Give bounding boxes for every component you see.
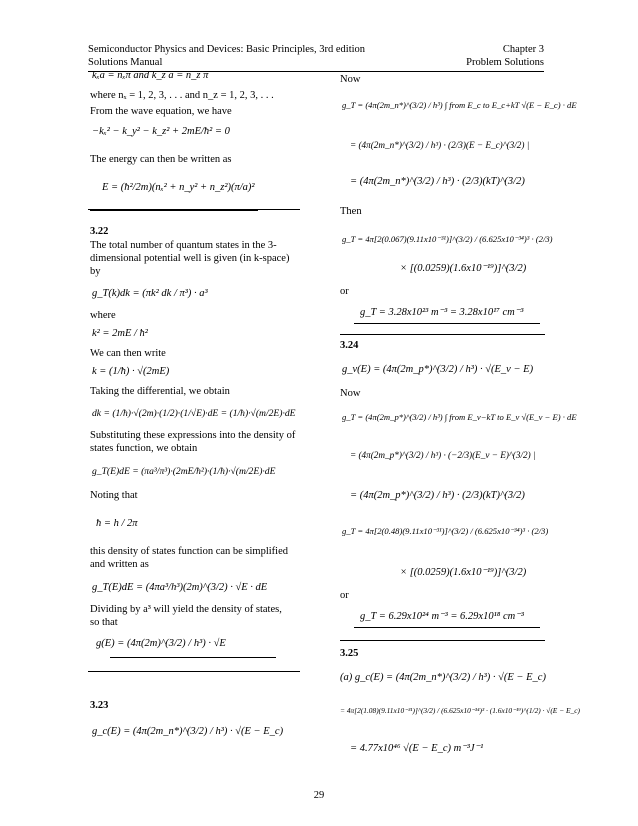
text-line: or (340, 590, 349, 601)
equation: = (4π(2m_n*)^(3/2) / h³) · (2/3)(kT)^(3/2) (350, 176, 525, 187)
text-line: Dividing by a³ will yield the density of states, (90, 604, 282, 615)
equation: = (4π(2m_p*)^(3/2) / h³) · (2/3)(kT)^(3/2) (350, 490, 525, 501)
equation: g_T = (4π(2m_p*)^(3/2) / h³) ∫ from E_v−kT to E_v √(E_v − E) · dE (342, 412, 577, 422)
text-line: The total number of quantum states in the 3- (90, 240, 277, 251)
section-heading: 3.25 (340, 648, 359, 659)
text-line: where nₓ = 1, 2, 3, . . . and n_z = 1, 2, 3, . . . (90, 90, 274, 101)
equation: g_T(E)dE = (πa³/π³)·(2mE/ħ²)·(1/ħ)·√(m/2E)·dE (92, 466, 276, 477)
equation: ħ = h / 2π (96, 518, 138, 529)
equation: g_T = 6.29x10²⁴ m⁻³ = 6.29x10¹⁸ cm⁻³ (360, 611, 524, 622)
equation: g_T(E)dE = (4πa³/h³)(2m)^(3/2) · √E · dE (92, 582, 268, 593)
text-line: From the wave equation, we have (90, 106, 232, 117)
equation: × [(0.0259)(1.6x10⁻¹⁹)]^(3/2) (400, 263, 527, 274)
text-line: We can then write (90, 348, 166, 359)
equation: g_v(E) = (4π(2m_p*)^(3/2) / h³) · √(E_v − E) (342, 364, 534, 375)
section-rule (340, 334, 545, 335)
text-line: states function, we obtain (90, 443, 198, 454)
section-heading: 3.22 (90, 226, 109, 237)
equation: −kₓ² − k_y² − k_z² + 2mE/ħ² = 0 (92, 126, 230, 137)
header-chapter: Chapter 3 (502, 44, 544, 55)
section-rule (340, 640, 545, 641)
equation: = (4π(2m_n*)^(3/2) / h³) · (2/3)(E − E_c)^(3/2) | (350, 140, 530, 150)
section-heading: 3.24 (340, 340, 359, 351)
underline (110, 657, 276, 658)
equation: g_T = 4π[2(0.48)(9.11x10⁻³¹)]^(3/2) / (6.625x10⁻³⁴)³ · (2/3) (342, 526, 549, 536)
equation: k² = 2mE / ħ² (92, 328, 148, 339)
text-line: dimensional potential well is given (in k-space) (90, 253, 290, 264)
equation: × [(0.0259)(1.6x10⁻¹⁹)]^(3/2) (400, 567, 527, 578)
equation: g(E) = (4π(2m)^(3/2) / h³) · √E (96, 638, 226, 649)
header-section: Problem Solutions (466, 57, 544, 68)
page-number: 29 (313, 790, 325, 801)
section-rule (88, 209, 300, 210)
text-line: Now (340, 74, 361, 85)
equation: kₓa = nₓπ and k_z a = n_z π (92, 70, 209, 81)
text-line: this density of states function can be simplified (90, 546, 289, 557)
text-line: so that (90, 617, 118, 628)
equation: = 4.77x10⁴⁶ √(E − E_c) m⁻³J⁻¹ (350, 743, 484, 754)
text-line: or (340, 286, 349, 297)
text-line: The energy can then be written as (90, 154, 232, 165)
text-line: by (90, 266, 101, 277)
equation: = (4π(2m_p*)^(3/2) / h³) · (−2/3)(E_v − E)^(3/2) | (350, 450, 536, 460)
section-rule (88, 671, 300, 672)
header-book-title: Semiconductor Physics and Devices: Basic Principles, 3rd edition (88, 44, 366, 55)
equation: g_T = 4π[2(0.067)(9.11x10⁻³¹)]^(3/2) / (6.625x10⁻³⁴)³ · (2/3) (342, 234, 553, 244)
equation: g_T = (4π(2m_n*)^(3/2) / h³) ∫ from E_c to E_c+kT √(E − E_c) · dE (342, 100, 577, 110)
text-line: where (90, 310, 116, 321)
text-line: Now (340, 388, 361, 399)
equation: = 4π[2(1.08)(9.11x10⁻³¹)]^(3/2) / (6.625x10⁻³⁴)³ · (1.6x10⁻¹⁹)^(1/2) · √(E − E_c) (340, 706, 580, 715)
section-heading: 3.23 (90, 700, 109, 711)
header-manual: Solutions Manual (88, 57, 163, 68)
underline (354, 627, 540, 628)
equation: (a) g_c(E) = (4π(2m_n*)^(3/2) / h³) · √(E − E_c) (340, 672, 546, 683)
underline (90, 210, 258, 211)
equation: k = (1/ħ) · √(2mE) (92, 366, 170, 377)
text-line: Then (340, 206, 362, 217)
equation: E = (ħ²/2m)(nₓ² + n_y² + n_z²)(π/a)² (102, 182, 255, 193)
equation: g_c(E) = (4π(2m_n*)^(3/2) / h³) · √(E − E_c) (92, 726, 284, 737)
equation: dk = (1/ħ)·√(2m)·(1/2)·(1/√E)·dE = (1/ħ)·√(m/2E)·dE (92, 408, 296, 419)
text-line: Noting that (90, 490, 138, 501)
equation: g_T = 3.28x10²³ m⁻³ = 3.28x10¹⁷ cm⁻³ (360, 307, 524, 318)
equation: g_T(k)dk = (πk² dk / π³) · a³ (92, 288, 208, 299)
text-line: and written as (90, 559, 149, 570)
text-line: Taking the differential, we obtain (90, 386, 230, 397)
underline (354, 323, 540, 324)
text-line: Substituting these expressions into the density of (90, 430, 296, 441)
